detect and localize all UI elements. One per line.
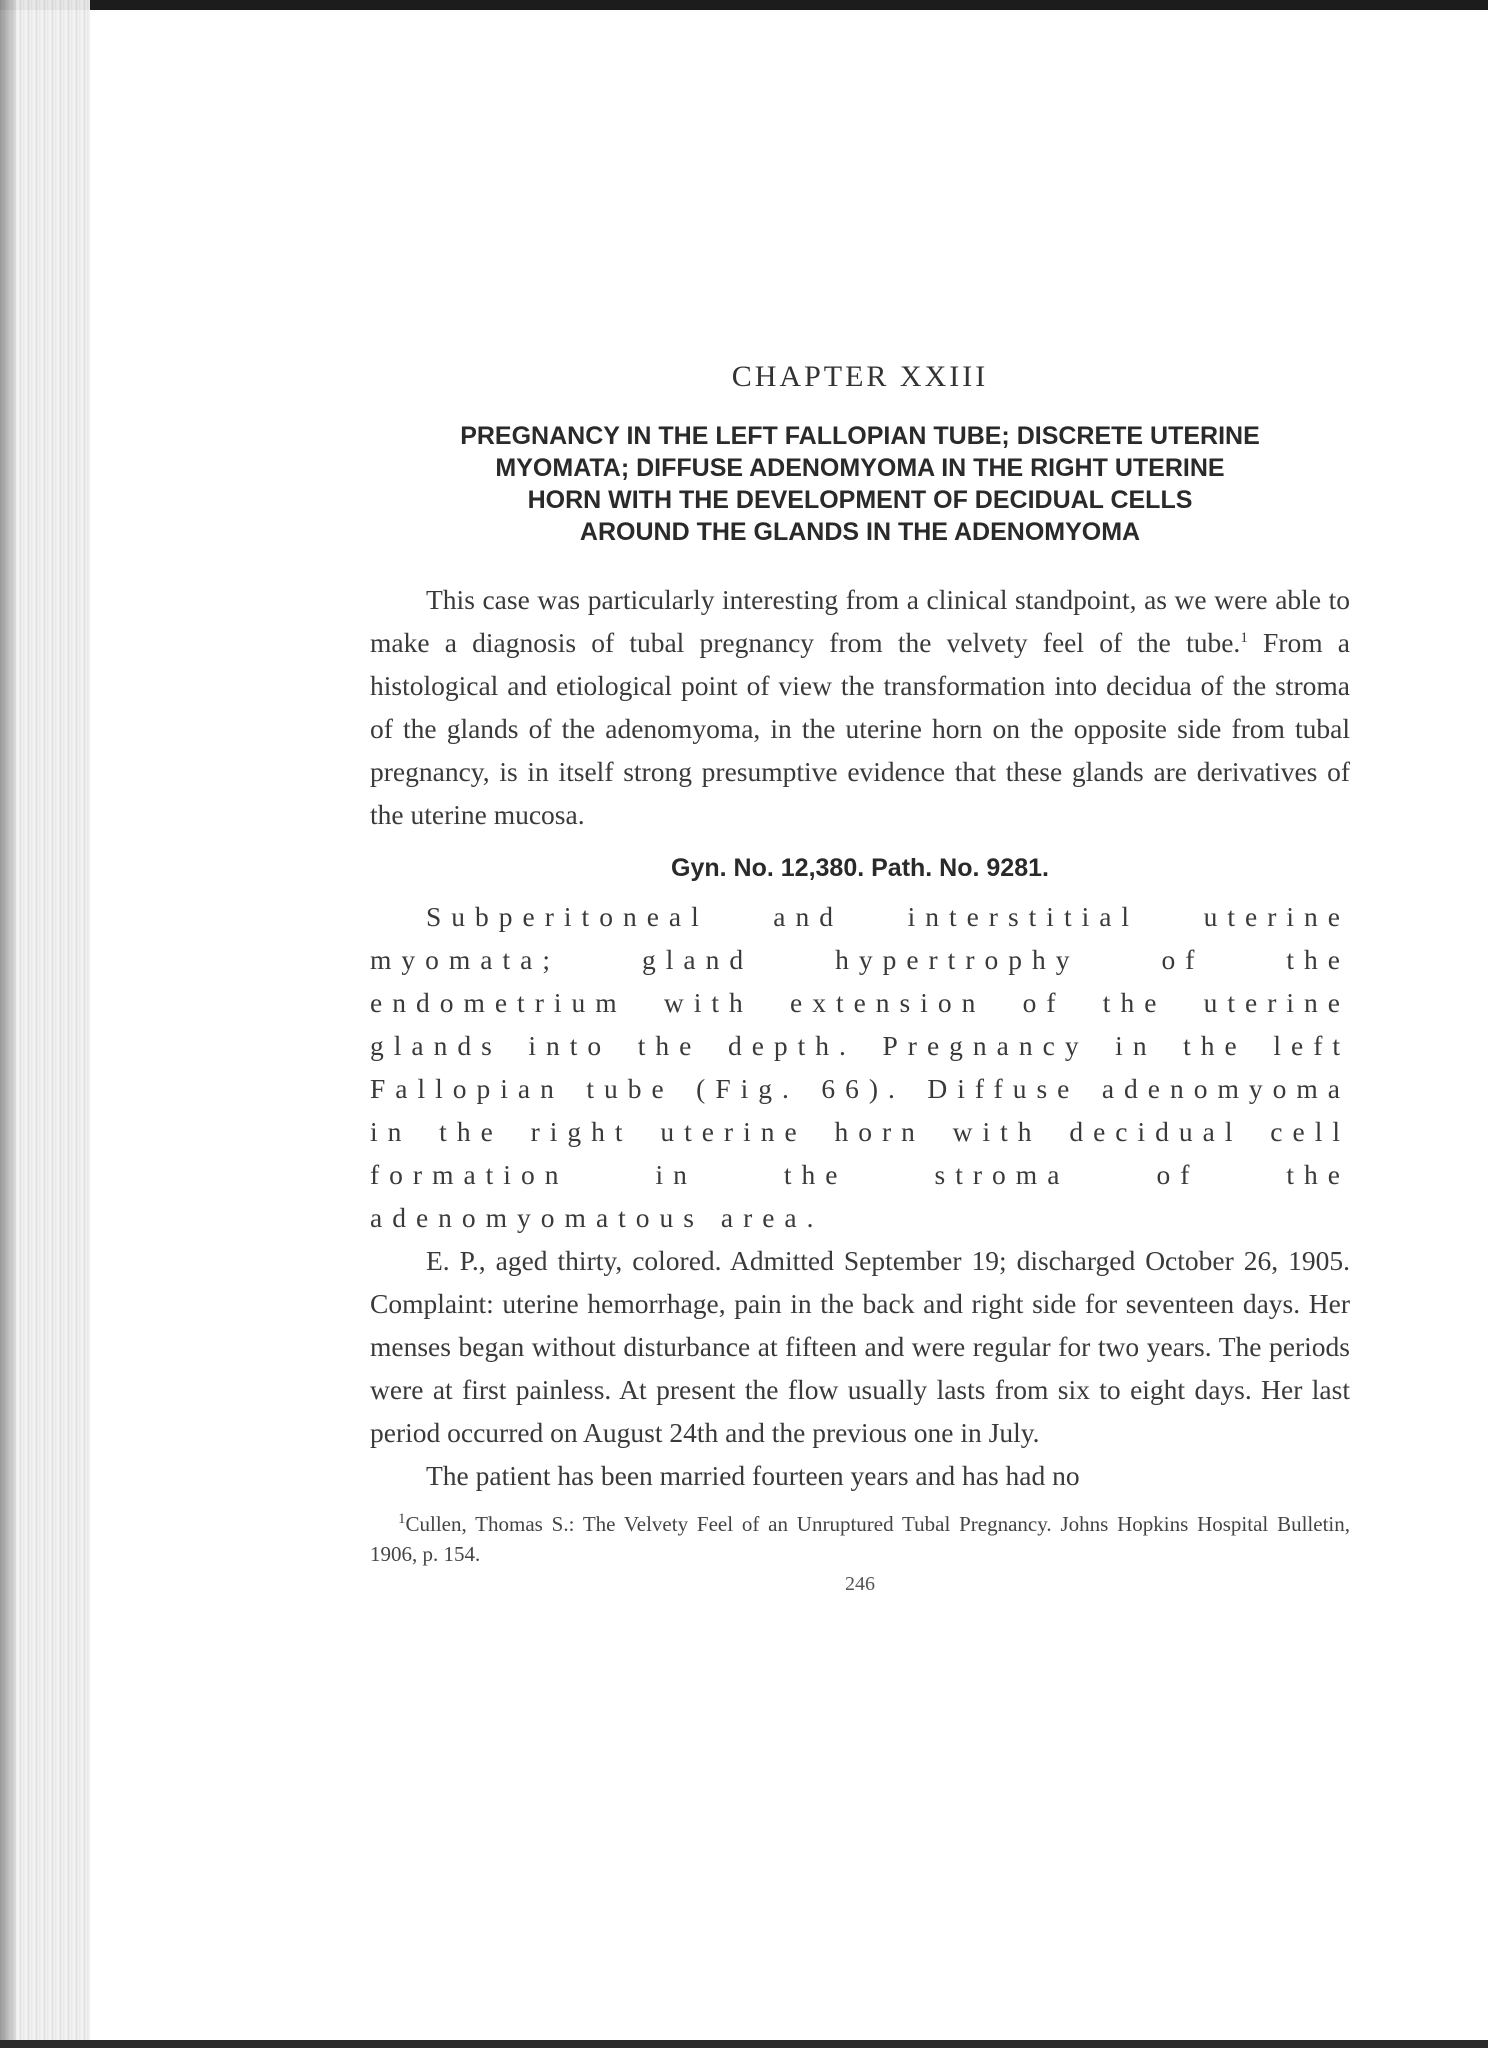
case-numbers-heading: Gyn. No. 12,380. Path. No. 9281. (671, 854, 1049, 882)
chapter-title-line: HORN WITH THE DEVELOPMENT OF DECIDUAL CELLS (527, 486, 1193, 514)
chapter-title-line: MYOMATA; DIFFUSE ADENOMYOMA IN THE RIGHT UTERINE (495, 454, 1225, 482)
footnote-mark: 1 (398, 1511, 406, 1527)
chapter-title-line: PREGNANCY IN THE LEFT FALLOPIAN TUBE; DISCRETE UTERINE (460, 422, 1260, 450)
footnote-text: Cullen, Thomas S.: The Velvety Feel of an Unruptured Tubal Pregnancy. Johns Hopkins Hospital Bulletin, 1906, p. 154. (370, 1512, 1350, 1566)
book-page-edges (0, 0, 90, 2048)
case-history-paragraph: E. P., aged thirty, colored. Admitted September 19; discharged October 26, 1905. Complaint: uterine hemorrhage, pain in the back and right side for seventeen days. Her menses began without disturbance at fifteen and were regular for two years. The periods were at first painless. At present the flow usually lasts from six to eight days. Her last period occurred on August 24th and the previous one in July. (370, 1245, 1350, 1448)
chapter-heading: CHAPTER XXIII (731, 360, 989, 393)
page-top-edge (0, 0, 1488, 10)
intro-paragraph (370, 578, 1350, 836)
intro-text-after-ref: From a histological and etiological point of view the transformation into decidua of the stroma of the glands of the adenomyoma, in the uterine horn on the opposite side from tubal pregnancy, is in itself strong presumptive evidence that these glands are derivatives of the uterine mucosa. (370, 627, 1350, 830)
footnote (370, 1509, 1350, 1569)
page-bottom-edge (0, 2040, 1488, 2048)
chapter-title-line: AROUND THE GLANDS IN THE ADENOMYOMA (579, 518, 1141, 546)
footnote-reference-mark: 1 (1240, 629, 1248, 646)
intro-text-before-ref: This case was particularly interesting from a clinical standpoint, as we were able to make a diagnosis of tubal pregnancy from the velvety feel of the tube. (370, 584, 1350, 658)
page-content (370, 360, 1350, 1596)
case-continuation-paragraph: The patient has been married fourteen years and has had no (426, 1460, 1080, 1491)
chapter-title (370, 420, 1350, 548)
case-summary-paragraph: Subperitoneal and interstitial uterine myomata; gland hypertrophy of the endometrium with extension of the uterine glands into the depth. Pregnancy in the left Fallopian tube (Fig. 66). Diffuse adenomyoma in the right uterine horn with decidual cell formation in the stroma of the adenomyomatous area. (370, 901, 1350, 1233)
page-number: 246 (845, 1573, 875, 1595)
